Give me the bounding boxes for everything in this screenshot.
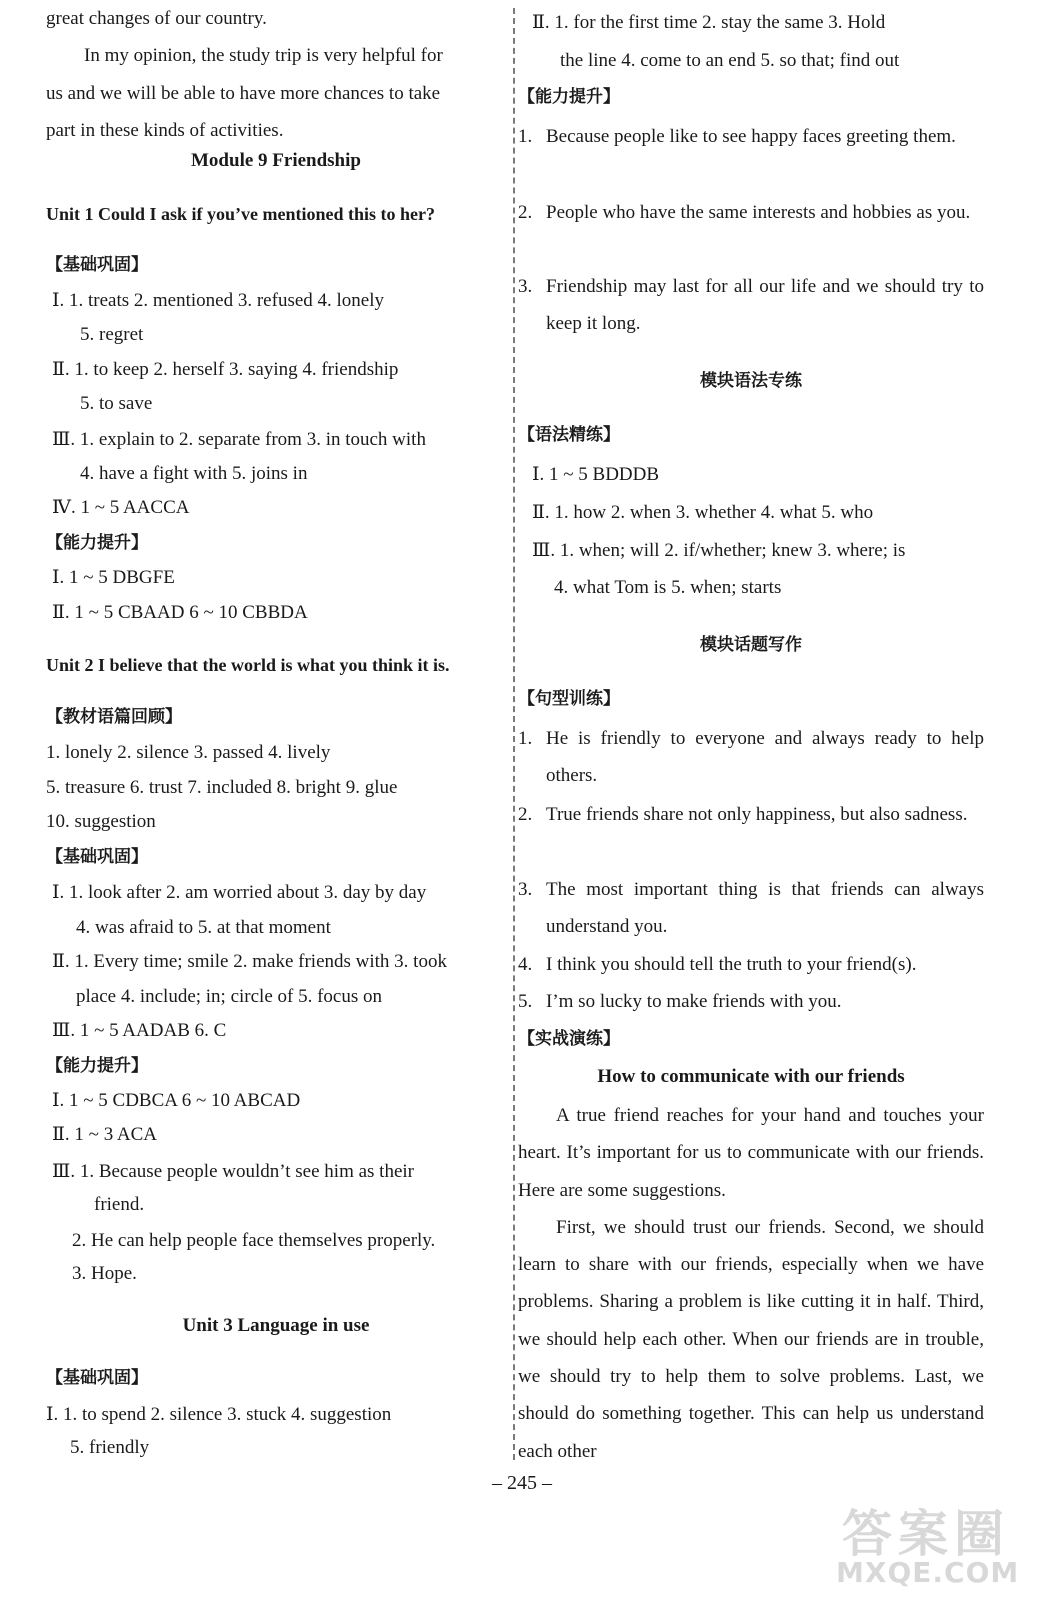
pattern-num-4: 4.: [518, 954, 533, 975]
ability-num-2: 2.: [518, 202, 533, 223]
unit3-line-1: Ⅰ. 1. to spend 2. silence 3. stuck 4. suggestion: [46, 1404, 392, 1425]
unit2-line-14: 3. Hope.: [72, 1263, 137, 1284]
pattern-item-1: [518, 720, 984, 794]
essay-title: How to communicate with our friends: [597, 1066, 905, 1087]
pattern-text-1: He is friendly to everyone and always ready to help others.: [546, 728, 984, 786]
unit2-section-basic: 【基础巩固】: [46, 847, 148, 867]
pattern-text-2: True friends share not only happiness, but also sadness.: [546, 804, 968, 825]
unit1-line-9: Ⅱ. 1 ~ 5 CBAAD 6 ~ 10 CBBDA: [52, 602, 308, 623]
grammar-line-3: Ⅲ. 1. when; will 2. if/whether; knew 3. where; is: [532, 540, 906, 561]
essay-body: [518, 1097, 984, 1470]
unit1-line-4: 5. to save: [80, 393, 153, 414]
unit2-line-5: 4. was afraid to 5. at that moment: [76, 917, 331, 938]
right-line-2: the line 4. come to an end 5. so that; find out: [560, 50, 900, 71]
essay-paragraph-1: A true friend reaches for your hand and touches your heart. It’s important for us to communicate with our friends. Here are some suggestions.: [518, 1105, 984, 1201]
pattern-item-4: [518, 946, 984, 983]
intro-paragraph: [46, 0, 506, 149]
unit2-line-11: Ⅲ. 1. Because people wouldn’t see him as their: [52, 1161, 414, 1182]
intro-line-2: In my opinion, the study trip is very helpful for: [84, 45, 443, 67]
intro-line-3: us and we will be able to have more chances to take: [46, 82, 441, 104]
unit1-line-1: Ⅰ. 1. treats 2. mentioned 3. refused 4. lonely: [52, 290, 385, 311]
unit2-section-review: 【教材语篇回顾】: [46, 707, 182, 727]
unit3-title: Unit 3 Language in use: [182, 1315, 370, 1336]
pattern-text-4: I think you should tell the truth to your friend(s).: [546, 954, 917, 975]
unit2-line-12: friend.: [94, 1194, 145, 1215]
unit2-line-8: Ⅲ. 1 ~ 5 AADAB 6. C: [52, 1020, 227, 1041]
pattern-num-3: 3.: [518, 879, 533, 900]
unit2-line-10: Ⅱ. 1 ~ 3 ACA: [52, 1124, 158, 1145]
right-section-grammar: 【语法精练】: [518, 425, 620, 445]
ability-item-3: [518, 268, 984, 342]
unit2-section-ability: 【能力提升】: [46, 1056, 148, 1076]
right-section-patterns: 【句型训练】: [518, 689, 620, 709]
module-title: Module 9 Friendship: [191, 150, 361, 171]
unit3-line-2: 5. friendly: [70, 1437, 150, 1458]
grammar-title: 模块语法专练: [700, 371, 802, 391]
unit2-line-6: Ⅱ. 1. Every time; smile 2. make friends with 3. took: [52, 951, 447, 972]
pattern-text-3: The most important thing is that friends can always understand you.: [546, 879, 984, 937]
grammar-line-1: Ⅰ. 1 ~ 5 BDDDB: [532, 464, 660, 485]
unit1-line-8: Ⅰ. 1 ~ 5 DBGFE: [52, 567, 175, 588]
grammar-line-2: Ⅱ. 1. how 2. when 3. whether 4. what 5. who: [532, 502, 874, 523]
ability-item-2: [518, 194, 984, 231]
pattern-item-5: [518, 983, 984, 1020]
ability-text-3: Friendship may last for all our life and we should try to keep it long.: [546, 276, 984, 334]
grammar-line-4: 4. what Tom is 5. when; starts: [554, 577, 782, 598]
unit1-line-2: 5. regret: [80, 324, 144, 345]
ability-text-1: Because people like to see happy faces greeting them.: [546, 126, 956, 147]
watermark-cn: 答案圈: [842, 1505, 1010, 1563]
watermark-logo: [836, 1494, 1036, 1594]
unit1-section-basic: 【基础巩固】: [46, 255, 148, 275]
unit2-line-3: 10. suggestion: [46, 811, 156, 832]
pattern-text-5: I’m so lucky to make friends with you.: [546, 991, 842, 1012]
pattern-num-2: 2.: [518, 804, 533, 825]
ability-text-2: People who have the same interests and hobbies as you.: [546, 202, 971, 223]
writing-title: 模块话题写作: [700, 635, 802, 655]
unit1-title: Unit 1 Could I ask if you’ve mentioned this to her?: [46, 204, 436, 224]
pattern-item-3: [518, 871, 984, 945]
pattern-num-1: 1.: [518, 728, 533, 749]
pattern-item-2: [518, 796, 984, 833]
intro-line-1: great changes of our country.: [46, 8, 267, 29]
unit2-title: Unit 2 I believe that the world is what you think it is.: [46, 655, 450, 675]
essay-paragraph-2: First, we should trust our friends. Second, we should learn to share with our friends, especially when we have problems. Sharing a problem is like cutting it in half. Third, we should help each other. When our friends are in trouble, we should try to help them to solve problems. Last, we should do something together. This can help us understand each other: [518, 1216, 984, 1462]
intro-line-4: part in these kinds of activities.: [46, 119, 284, 141]
unit2-line-2: 5. treasure 6. trust 7. included 8. bright 9. glue: [46, 777, 398, 798]
unit2-line-9: Ⅰ. 1 ~ 5 CDBCA 6 ~ 10 ABCAD: [52, 1090, 301, 1111]
watermark-en: MXQE.COM: [836, 1556, 1020, 1589]
unit1-line-5: Ⅲ. 1. explain to 2. separate from 3. in touch with: [52, 429, 426, 450]
column-divider: [513, 8, 515, 1460]
pattern-num-5: 5.: [518, 991, 533, 1012]
ability-num-3: 3.: [518, 276, 533, 297]
unit1-line-7: Ⅳ. 1 ~ 5 AACCA: [52, 497, 190, 518]
ability-item-1: [518, 118, 984, 155]
unit3-section-basic: 【基础巩固】: [46, 1368, 148, 1388]
right-section-ability: 【能力提升】: [518, 87, 620, 107]
right-section-practice: 【实战演练】: [518, 1029, 620, 1049]
unit1-line-6: 4. have a fight with 5. joins in: [80, 463, 308, 484]
unit1-section-ability: 【能力提升】: [46, 533, 148, 553]
ability-num-1: 1.: [518, 126, 533, 147]
unit1-line-3: Ⅱ. 1. to keep 2. herself 3. saying 4. friendship: [52, 359, 399, 380]
unit2-line-13: 2. He can help people face themselves properly.: [72, 1230, 436, 1251]
unit2-line-1: 1. lonely 2. silence 3. passed 4. lively: [46, 742, 331, 763]
unit2-line-4: Ⅰ. 1. look after 2. am worried about 3. day by day: [52, 882, 427, 903]
right-line-1: Ⅱ. 1. for the first time 2. stay the same 3. Hold: [532, 12, 886, 33]
page-number: – 245 –: [492, 1472, 552, 1494]
unit2-line-7: place 4. include; in; circle of 5. focus on: [76, 986, 383, 1007]
